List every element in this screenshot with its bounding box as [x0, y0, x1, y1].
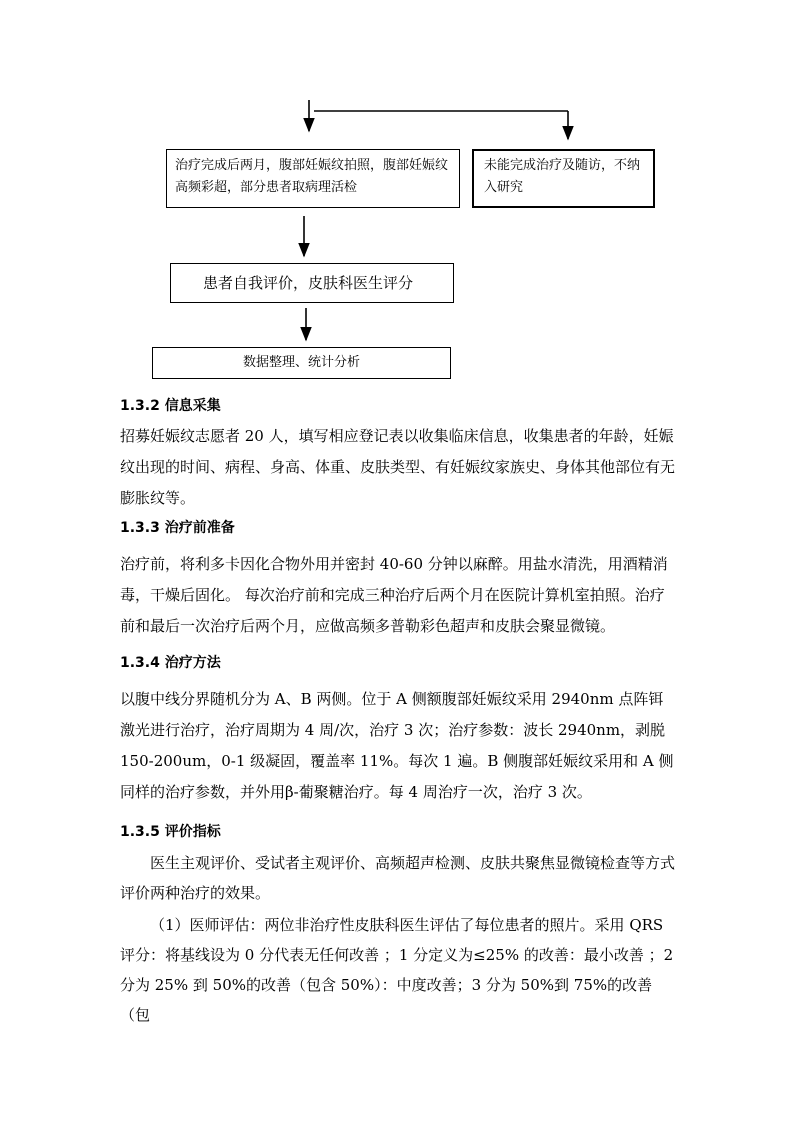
- section-body-1-3-3: 治疗前，将利多卡因化合物外用并密封 40-60 分钟以麻醉。用盐水清洗，用酒精消毒，干燥后固化。 每次治疗前和完成三种治疗后两个月在医院计算机室拍照。治疗前和最后一次治疗后两个月，应做高频多普勒彩色超声和皮肤会聚显微镜。: [120, 555, 668, 635]
- flow-box-evaluation: 患者自我评价，皮肤科医生评分: [170, 263, 454, 303]
- flow-box-excluded: 未能完成治疗及随访，不纳入研究: [472, 149, 655, 208]
- section-heading-1-3-5: 1.3.5 评价指标: [120, 824, 221, 840]
- section-heading-1-3-3: 1.3.3 治疗前准备: [120, 520, 235, 536]
- section-body-1-3-4: 以腹中线分界随机分为 A、B 两侧。位于 A 侧额腹部妊娠纹采用 2940nm 点阵铒激光进行治疗，治疗周期为 4 周/次，治疗 3 次；治疗参数：波长 2940nm，剥脱150-200um，0-1 级凝固，覆盖率 11%。每次 1 遍。B 侧腹部妊娠纹采用和 A 侧同样的治疗参数，并外用β-葡聚糖治疗。每 4 周治疗一次，治疗 3 次。: [120, 690, 674, 801]
- section-heading-1-3-2: 1.3.2 信息采集: [120, 398, 221, 414]
- section-body-1-3-2: 招募妊娠纹志愿者 20 人，填写相应登记表以收集临床信息，收集患者的年龄，妊娠纹出现的时间、病程、身高、体重、皮肤类型、有妊娠纹家族史、身体其他部位有无膨胀纹等。: [120, 427, 676, 507]
- section-body-1-3-5-intro: 医生主观评价、受试者主观评价、高频超声检测、皮肤共聚焦显微镜检查等方式评价两种治疗的效果。: [120, 854, 676, 902]
- flow-box-statistics: 数据整理、统计分析: [152, 347, 451, 379]
- flow-box-followup-imaging: 治疗完成后两月，腹部妊娠纹拍照，腹部妊娠纹高频彩超，部分患者取病理活检: [166, 149, 460, 208]
- flowchart: [0, 0, 793, 390]
- section-body-1-3-5-item1: （1）医师评估：两位非治疗性皮肤科医生评估了每位患者的照片。采用 QRS 评分：将基线设为 0 分代表无任何改善 ；1 分定义为≤25% 的改善：最小改善 ；2 分为 25% 到 50%的改善（包含 50%）：中度改善；3 分为 50%到 75%的改善（包: [120, 916, 674, 1024]
- section-heading-1-3-4: 1.3.4 治疗方法: [120, 655, 221, 671]
